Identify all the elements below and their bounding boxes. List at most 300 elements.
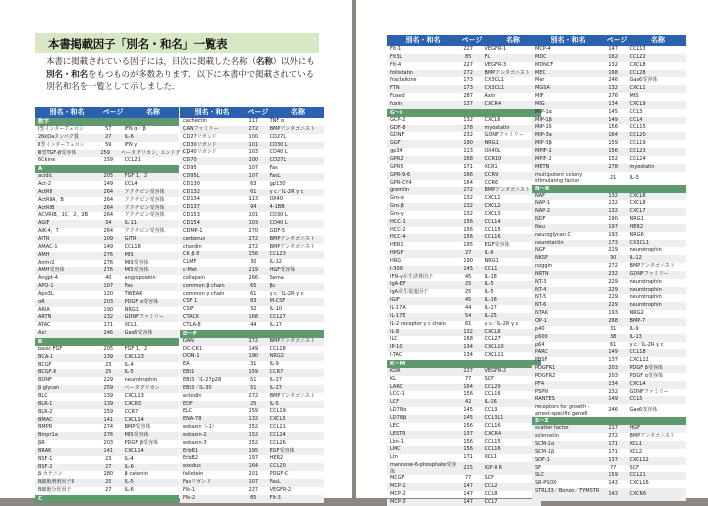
table-row <box>387 242 541 250</box>
alias-cell: IGIF <box>390 297 400 304</box>
table-row <box>532 117 686 125</box>
alias-cell: NGF <box>535 247 546 254</box>
page-cell: 113 <box>463 148 473 155</box>
table-row <box>180 306 324 314</box>
page-cell: 132 <box>608 200 618 207</box>
table-row <box>387 250 541 258</box>
page-cell: 149 <box>248 345 259 352</box>
page-cell: 25 <box>105 369 112 376</box>
page-cell: 156 <box>463 446 473 453</box>
page-cell: 168 <box>248 314 259 321</box>
intro-bold-term: 別名・和名 <box>46 69 88 80</box>
alias-cell: MIP-3β <box>535 140 552 147</box>
alias-cell: Flt-4 <box>390 61 402 68</box>
table-row <box>387 313 541 321</box>
page-cell: 156 <box>608 147 618 154</box>
name-cell: IFN γ <box>124 141 138 148</box>
name-cell: CCL16 <box>484 391 501 398</box>
name-cell: myostatin <box>484 124 510 131</box>
table-row <box>180 251 324 259</box>
alias-cell: eotaxin-2 <box>183 431 207 438</box>
page-cell: 246 <box>608 407 618 414</box>
name-cell: IL-25 <box>484 312 497 319</box>
alias-cell: DON-1 <box>183 353 200 360</box>
alias-cell: p64 <box>535 341 545 348</box>
name-cell: CCL15 <box>629 124 646 131</box>
name-cell: CCL4 <box>124 181 138 188</box>
name-cell: OX40L <box>484 148 501 155</box>
alias-cell: I-TAC <box>390 352 403 359</box>
name-cell: β catenin <box>124 471 148 478</box>
header-name: 名称 <box>291 108 305 116</box>
alias-cell: gp34 <box>390 148 403 155</box>
alias-cell: GPR-9-6 <box>390 171 411 178</box>
page-cell: 266 <box>248 274 259 281</box>
page-cell: 159 <box>608 140 618 147</box>
alias-cell: CTLA-8 <box>183 321 201 328</box>
name-cell: IL-6 <box>124 463 134 470</box>
name-cell: CD27L <box>269 157 287 164</box>
table-row <box>532 140 686 148</box>
table-row <box>180 463 324 471</box>
page-cell: 232 <box>103 314 114 321</box>
table-row <box>180 149 324 157</box>
name-cell: CCL4 <box>629 116 643 123</box>
page-cell: 42 <box>464 399 472 406</box>
table-row <box>387 297 541 305</box>
table-row <box>35 409 179 417</box>
page-cell: 149 <box>608 349 618 356</box>
alias-cell: p40 <box>535 325 545 332</box>
table-row <box>35 346 179 354</box>
name-cell: NRG1 <box>629 216 644 223</box>
page-cell: 246 <box>608 77 618 84</box>
page-cell: 203 <box>608 365 618 372</box>
alias-cell: HER1 <box>390 242 404 249</box>
table-row <box>180 283 324 291</box>
table-row <box>532 302 686 310</box>
table-row <box>180 495 324 503</box>
table-row <box>180 142 324 150</box>
alias-cell: NRTN <box>535 270 549 277</box>
page-cell: 149 <box>103 181 114 188</box>
name-cell: IL-6 <box>484 250 494 257</box>
name-cell: BMP-7 <box>629 318 646 324</box>
left-page <box>0 0 352 502</box>
table-row <box>387 172 541 180</box>
page-cell: 164 <box>608 132 618 139</box>
alias-cell: βR <box>38 440 45 447</box>
page-cell: 152 <box>248 431 259 438</box>
table-row <box>35 267 179 275</box>
header-alias: 別名・和名 <box>194 108 230 116</box>
alias-cell: ARTN <box>38 314 52 321</box>
table-row <box>532 404 686 417</box>
name-cell: BMPアンタゴニスト <box>269 235 315 242</box>
alias-cell: sclerostin <box>535 433 559 440</box>
alias-cell: CSF 1 <box>183 298 198 305</box>
table-row <box>387 321 541 329</box>
table-row <box>387 399 541 407</box>
alias-table-3 <box>387 35 541 506</box>
page-cell: 190 <box>103 306 114 313</box>
name-cell: GDF-5 <box>269 227 286 234</box>
table-row <box>387 266 541 274</box>
header-page: ページ <box>606 36 628 44</box>
page-cell: 25 <box>250 400 257 407</box>
table-row <box>180 448 324 456</box>
alias-cell: SR-PSOX <box>535 480 557 487</box>
name-cell: NRG1 <box>484 140 499 147</box>
table-row <box>387 227 541 235</box>
alias-cell: Ⅲ型TGF-β受容体 <box>38 149 77 156</box>
table-row <box>387 203 541 211</box>
page-cell: 205 <box>103 173 114 180</box>
table-row <box>532 101 686 109</box>
alias-cell: 26kDaタンパク質 <box>38 133 79 140</box>
page-cell: 264 <box>103 228 114 235</box>
alias-cell: ActRⅡ <box>38 188 52 195</box>
alias-cell: Flk-2 <box>183 494 196 501</box>
alias-cell: APO-1 <box>38 283 54 290</box>
table-row <box>180 196 324 204</box>
section-header: D～F <box>180 330 324 338</box>
table-row <box>35 448 179 456</box>
page-cell: 27 <box>105 487 112 494</box>
table-row <box>35 424 179 432</box>
name-cell: アクチビン受容体 <box>124 212 165 219</box>
name-cell: IL-27 <box>269 377 282 383</box>
alias-cell: Ⅱ型インターフェロン <box>38 141 85 148</box>
page-cell: 132 <box>463 203 473 210</box>
alias-cell: cachectin <box>183 118 208 124</box>
name-cell: XCL2 <box>629 448 643 455</box>
table-row <box>387 219 541 227</box>
name-cell: CXCR6 <box>629 491 647 498</box>
name-cell: IL-5 <box>484 281 494 288</box>
name-cell: CX3CL1 <box>629 239 650 246</box>
alias-cell: common γ chain <box>183 290 225 297</box>
section-header: K～M <box>387 360 541 368</box>
page-cell: 159 <box>103 408 114 415</box>
table-row <box>532 449 686 457</box>
alias-cell: BLR-2 <box>38 408 53 415</box>
name-cell: アクチビン受容体 <box>124 228 165 235</box>
page-cell: 229 <box>103 377 114 384</box>
name-cell: CXCR4 <box>484 430 502 437</box>
alias-cell: BSF-1 <box>38 455 53 462</box>
page-cell: 227 <box>248 486 259 493</box>
page-cell: 217 <box>608 425 618 432</box>
table-row <box>532 255 686 263</box>
name-cell: CXCL13 <box>124 393 144 399</box>
alias-cell: Neu <box>535 223 545 230</box>
table-row <box>387 187 541 195</box>
page-cell: 59 <box>105 141 112 148</box>
name-cell: IL-4 <box>124 361 134 368</box>
page-cell: 287 <box>463 93 473 100</box>
table-row <box>532 334 686 342</box>
page-cell: 156 <box>248 251 259 258</box>
table-row <box>387 439 541 447</box>
table-header <box>35 107 179 118</box>
table-row <box>532 310 686 318</box>
name-cell: SCF <box>629 464 640 471</box>
name-cell: PDGF β受容体 <box>124 440 159 447</box>
page-cell: 54 <box>464 312 472 319</box>
table-row <box>387 195 541 203</box>
table-row <box>35 252 179 260</box>
name-cell: Gas6受容体 <box>124 330 153 337</box>
table-row <box>180 322 324 330</box>
alias-cell: HCC-4 <box>390 234 406 241</box>
alias-cell: MCP-1 <box>390 482 406 489</box>
page-cell: 145 <box>463 265 473 272</box>
alias-cell: IL-2 receptor γ c chain <box>390 320 446 327</box>
page-cell: 44 <box>250 321 257 328</box>
page-cell: 229 <box>608 286 618 293</box>
table-row <box>532 93 686 101</box>
alias-cell: β glycan <box>38 385 60 392</box>
page-cell: 137 <box>463 430 473 437</box>
alias-cell: LCC-1 <box>390 391 405 398</box>
page-cell: 264 <box>103 188 114 195</box>
table-row <box>180 393 324 401</box>
table-row <box>532 124 686 132</box>
alias-cell: GPR5 <box>390 163 404 170</box>
table-row <box>387 117 541 125</box>
table-row <box>387 462 541 475</box>
table-row <box>532 326 686 334</box>
page-cell: 156 <box>463 234 473 241</box>
table-row <box>387 85 541 93</box>
table-row <box>387 101 541 109</box>
table-row <box>387 431 541 439</box>
name-cell: CXCL14 <box>124 447 144 454</box>
table-row <box>532 294 686 302</box>
page-cell: 259 <box>100 149 110 156</box>
page-cell: 159 <box>103 157 114 164</box>
table-row <box>180 181 324 189</box>
alias-cell: AITR <box>38 235 50 242</box>
table-row <box>35 487 179 495</box>
page-cell: 132 <box>463 328 473 335</box>
table-row <box>532 472 686 480</box>
alias-cell: ActRⅠB <box>38 204 55 211</box>
page-cell: 65 <box>250 282 257 289</box>
name-cell: CCL5 <box>629 396 643 403</box>
name-cell: CCR10 <box>484 155 502 162</box>
name-cell: CCL16 <box>484 422 501 429</box>
page-cell: 171 <box>463 454 473 461</box>
table-row <box>387 54 541 62</box>
table-row <box>387 329 541 337</box>
name-cell: GDNFファミリー <box>629 270 669 277</box>
table-row <box>387 77 541 85</box>
page-cell: 134 <box>463 352 473 359</box>
alias-cell: LD78α <box>390 407 407 414</box>
alias-cell: SLC <box>535 472 545 479</box>
name-cell: MIS <box>629 93 639 100</box>
table-row <box>180 346 324 354</box>
table-row <box>35 385 179 393</box>
table-row <box>35 291 179 299</box>
name-cell: CXCL6 <box>484 116 501 123</box>
table-row <box>387 46 541 54</box>
alias-cell: NAP-1 <box>535 200 551 207</box>
table-row <box>35 149 191 158</box>
name-cell: neurotrophin <box>629 278 662 285</box>
alias-cell: NDF <box>535 216 546 223</box>
table-row <box>180 236 324 244</box>
alias-cell: LARC <box>390 383 404 390</box>
page-cell: 201 <box>248 471 259 478</box>
name-cell: CXCL10 <box>484 344 504 351</box>
table-row <box>35 479 179 487</box>
alias-cell: neurotactin <box>535 239 564 246</box>
header-page: ページ <box>102 108 124 116</box>
alias-cell: HRG <box>390 257 402 264</box>
page-cell: 149 <box>103 243 114 250</box>
alias-cell: CD70 <box>183 157 197 164</box>
table-row <box>532 109 686 117</box>
page-cell: 30 <box>609 255 617 262</box>
table-row <box>532 232 686 240</box>
alias-cell: BLR-1 <box>38 400 53 407</box>
table-row <box>35 212 179 220</box>
page-cell: 25 <box>464 289 472 296</box>
table-row <box>35 354 179 362</box>
name-cell: IL-16 <box>484 399 497 406</box>
name-cell: VEGFR-1 <box>484 46 507 52</box>
alias-cell: SCM-1α <box>535 440 555 447</box>
page-cell: 173 <box>463 77 473 84</box>
table-row <box>387 499 541 506</box>
table-row <box>532 373 686 381</box>
name-cell: CXCL3 <box>484 210 501 217</box>
table-row <box>532 381 686 389</box>
page-cell: 168 <box>463 336 473 343</box>
alias-cell: GPR2 <box>390 155 404 162</box>
page-cell: 107 <box>248 478 259 485</box>
alias-cell: gremlin <box>390 187 410 194</box>
table-row <box>35 228 179 236</box>
table-row <box>35 393 179 401</box>
page-cell: 190 <box>463 257 473 264</box>
name-cell: MIS受容体 <box>124 432 149 439</box>
page-cell: 32 <box>250 306 257 313</box>
table-row <box>532 62 686 70</box>
alias-cell: collapsin <box>183 274 205 281</box>
name-cell: CXCL8 <box>484 328 501 335</box>
header-alias: 別名・和名 <box>49 108 85 116</box>
page-cell: 23 <box>105 455 112 462</box>
name-cell: CCR6 <box>484 179 499 186</box>
name-cell: CCL3L1 <box>484 414 504 421</box>
name-cell: SCF <box>484 475 495 482</box>
page-cell: 61 <box>250 188 257 195</box>
alias-cell: MCP-4 <box>535 46 551 52</box>
section-header: G～I <box>387 109 541 117</box>
name-cell: CCL14 <box>484 218 501 225</box>
name-cell: CXCL5 <box>269 416 286 423</box>
alias-cell: ACVRⅠB，1C，2，2B <box>38 212 89 219</box>
title-banner <box>35 33 319 53</box>
alias-cell: LESTR <box>390 430 406 437</box>
alias-cell: CD95 <box>183 165 197 172</box>
table-row <box>532 318 686 326</box>
table-row <box>532 200 686 208</box>
table-row <box>532 240 686 248</box>
page-cell: 173 <box>608 239 618 246</box>
page-cell: 101 <box>248 141 259 148</box>
page-cell: 149 <box>608 396 618 403</box>
alias-cell: NAF <box>535 192 546 199</box>
name-cell: CCL23 <box>269 251 286 258</box>
name-cell: CCL19 <box>269 408 286 415</box>
page-cell: 264 <box>103 212 114 219</box>
page-cell: 117 <box>248 118 259 124</box>
alias-cell: I-309 <box>390 265 403 272</box>
page-cell: 272 <box>608 263 618 270</box>
name-cell: BMPアンタゴニスト <box>484 187 530 194</box>
page-cell: 85 <box>250 494 257 501</box>
alias-cell: EBI1 <box>183 369 195 376</box>
table-row <box>532 357 686 365</box>
table-row <box>180 377 324 385</box>
name-cell: IL-4 <box>124 455 134 462</box>
table-row <box>387 475 541 483</box>
page-cell: 205 <box>103 345 114 352</box>
table-row <box>532 287 686 295</box>
name-cell: gp130 <box>269 180 286 187</box>
alias-cell: CTACK <box>183 314 200 321</box>
name-cell: CCL8 <box>484 490 498 497</box>
table-row <box>180 440 324 448</box>
alias-cell: AIK-4，7 <box>38 228 59 235</box>
alias-cell: BCGF <box>38 361 52 368</box>
alias-cell: Fasリガンド <box>183 478 212 485</box>
page-cell: 63 <box>250 180 257 187</box>
alias-cell: IL-17E <box>390 312 406 319</box>
page-cell: 168 <box>608 69 618 76</box>
alias-cell: EBI3／IL-27p28 <box>183 377 222 383</box>
name-cell: Sema <box>269 274 284 281</box>
name-cell: myostatin <box>629 163 655 170</box>
page-cell: 227 <box>463 46 473 52</box>
table-row <box>532 263 686 271</box>
name-cell: IL-17 <box>484 305 497 311</box>
table-row <box>387 483 541 491</box>
name-cell: GDNFファミリー <box>124 314 164 321</box>
page-cell: 276 <box>103 251 114 258</box>
table-row <box>35 157 179 165</box>
alias-cell: ILC <box>390 336 398 343</box>
alias-cell: SCM-1β <box>535 448 555 455</box>
table-row <box>532 164 686 172</box>
table-row <box>180 455 324 463</box>
table-row <box>180 487 324 495</box>
alias-cell: PBSF <box>535 357 548 364</box>
name-cell: IGF-Ⅱ R <box>484 465 503 472</box>
name-cell: TNF α <box>269 118 285 124</box>
table-row <box>35 330 179 338</box>
alias-cell: MCP-3 <box>390 498 406 505</box>
alias-cell: ErbB2 <box>183 455 198 462</box>
name-cell: CXCL2 <box>484 203 501 210</box>
alias-cell: METN <box>535 163 550 170</box>
name-cell: CD30 L <box>269 141 288 148</box>
